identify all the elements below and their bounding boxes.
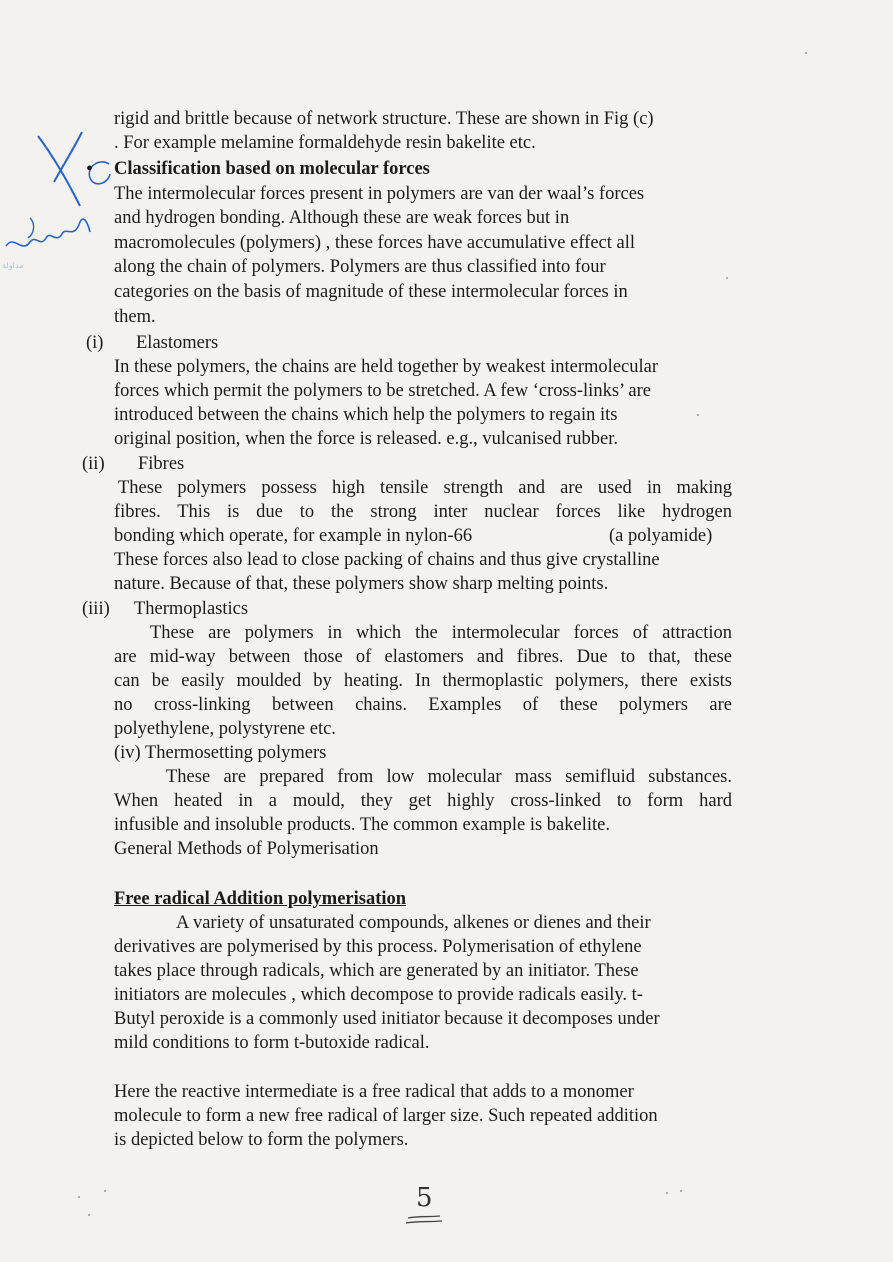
elastomers-line-2: forces which permit the polymers to be stretched. A few ‘cross-links’ are (114, 381, 652, 401)
fibres-line-4: These forces also lead to close packing of chains and thus give crystalline (114, 550, 660, 570)
thermoplastics-line-3: can be easily moulded by heating. In thermoplastic polymers, there exists (114, 671, 732, 691)
thermoplastics-number: (iii) (82, 599, 110, 619)
thermosetting-line-2: When heated in a mould, they get highly cross-linked to form hard (114, 791, 732, 811)
fibres-line-5: nature. Because of that, these polymers show sharp melting points. (114, 574, 609, 594)
free-radical-line-6: mild conditions to form t-butoxide radical. (114, 1033, 430, 1053)
scan-speck (666, 1192, 668, 1194)
classification-line-1: The intermolecular forces present in polymers are van der waal’s forces (114, 184, 645, 204)
page-number-underline (404, 1214, 444, 1226)
classification-line-5: categories on the basis of magnitude of these intermolecular forces in (114, 282, 628, 302)
classification-line-2: and hydrogen bonding. Although these are weak forces but in (114, 208, 570, 228)
fibres-line-3-note: (a polyamide) (609, 526, 713, 546)
scan-speck (680, 1190, 682, 1192)
free-radical-line-5: Butyl peroxide is a commonly used initiator because it decomposes under (114, 1009, 660, 1029)
elastomers-title: Elastomers (136, 333, 219, 353)
intro-line-1: rigid and brittle because of network structure. These are shown in Fig (c) (114, 109, 654, 129)
thermoplastics-line-2: are mid-way between those of elastomers and fibres. Due to that, these (114, 647, 732, 667)
classification-bullet (86, 157, 93, 182)
thermosetting-line-1: These are prepared from low molecular mass semifluid substances. (166, 767, 732, 787)
thermosetting-heading: (iv) Thermosetting polymers (114, 743, 327, 763)
fibres-line-1: These polymers possess high tensile strength and are used in making (118, 478, 732, 498)
thermoplastics-line-1: These are polymers in which the intermolecular forces of attraction (150, 623, 732, 643)
reactive-line-2: molecule to form a new free radical of larger size. Such repeated addition (114, 1106, 658, 1126)
thermoplastics-title: Thermoplastics (134, 599, 249, 619)
elastomers-line-1: In these polymers, the chains are held together by weakest intermolecular (114, 357, 659, 377)
free-radical-line-4: initiators are molecules , which decompose to provide radicals easily. t- (114, 985, 643, 1005)
fibres-number: (ii) (82, 454, 105, 474)
general-methods-line: General Methods of Polymerisation (114, 839, 379, 859)
thermosetting-line-3: infusible and insoluble products. The common example is bakelite. (114, 815, 610, 835)
scan-speck (78, 1196, 80, 1198)
thermoplastics-line-4: no cross-linking between chains. Examples of these polymers are (114, 695, 732, 715)
scan-speck (88, 1214, 90, 1216)
scan-speck (805, 52, 807, 54)
thermoplastics-line-5: polyethylene, polystyrene etc. (114, 719, 336, 739)
scan-speck (104, 1190, 106, 1192)
fibres-line-2: fibres. This is due to the strong inter nuclear forces like hydrogen (114, 502, 732, 522)
elastomers-line-3: introduced between the chains which help the polymers to regain its (114, 405, 618, 425)
classification-line-4: along the chain of polymers. Polymers are thus classified into four (114, 257, 606, 277)
free-radical-heading: Free radical Addition polymerisation (114, 889, 407, 909)
scan-speck (726, 277, 728, 279)
fibres-line-3: bonding which operate, for example in nylon-66 (114, 526, 473, 546)
free-radical-line-2: derivatives are polymerised by this process. Polymerisation of ethylene (114, 937, 642, 957)
handwritten-x-mark (30, 130, 120, 210)
handwritten-margin-note (0, 204, 95, 264)
intro-line-2: . For example melamine formaldehyde resin bakelite etc. (114, 133, 536, 153)
elastomers-line-4: original position, when the force is released. e.g., vulcanised rubber. (114, 429, 618, 449)
fibres-title: Fibres (138, 454, 185, 474)
classification-heading: Classification based on molecular forces (114, 159, 430, 179)
classification-line-6: them. (114, 307, 156, 327)
page-number: 5 (416, 1183, 433, 1213)
elastomers-number: (i) (86, 333, 104, 353)
scan-speck (697, 414, 699, 416)
margin-note-text: مداولة (2, 261, 24, 270)
free-radical-line-1: A variety of unsaturated compounds, alkenes or dienes and their (176, 913, 651, 933)
reactive-line-1: Here the reactive intermediate is a free radical that adds to a monomer (114, 1082, 634, 1102)
reactive-line-3: is depicted below to form the polymers. (114, 1130, 409, 1150)
bullet-icon: • (86, 158, 94, 180)
free-radical-line-3: takes place through radicals, which are generated by an initiator. These (114, 961, 639, 981)
classification-line-3: macromolecules (polymers) , these forces have accumulative effect all (114, 233, 636, 253)
